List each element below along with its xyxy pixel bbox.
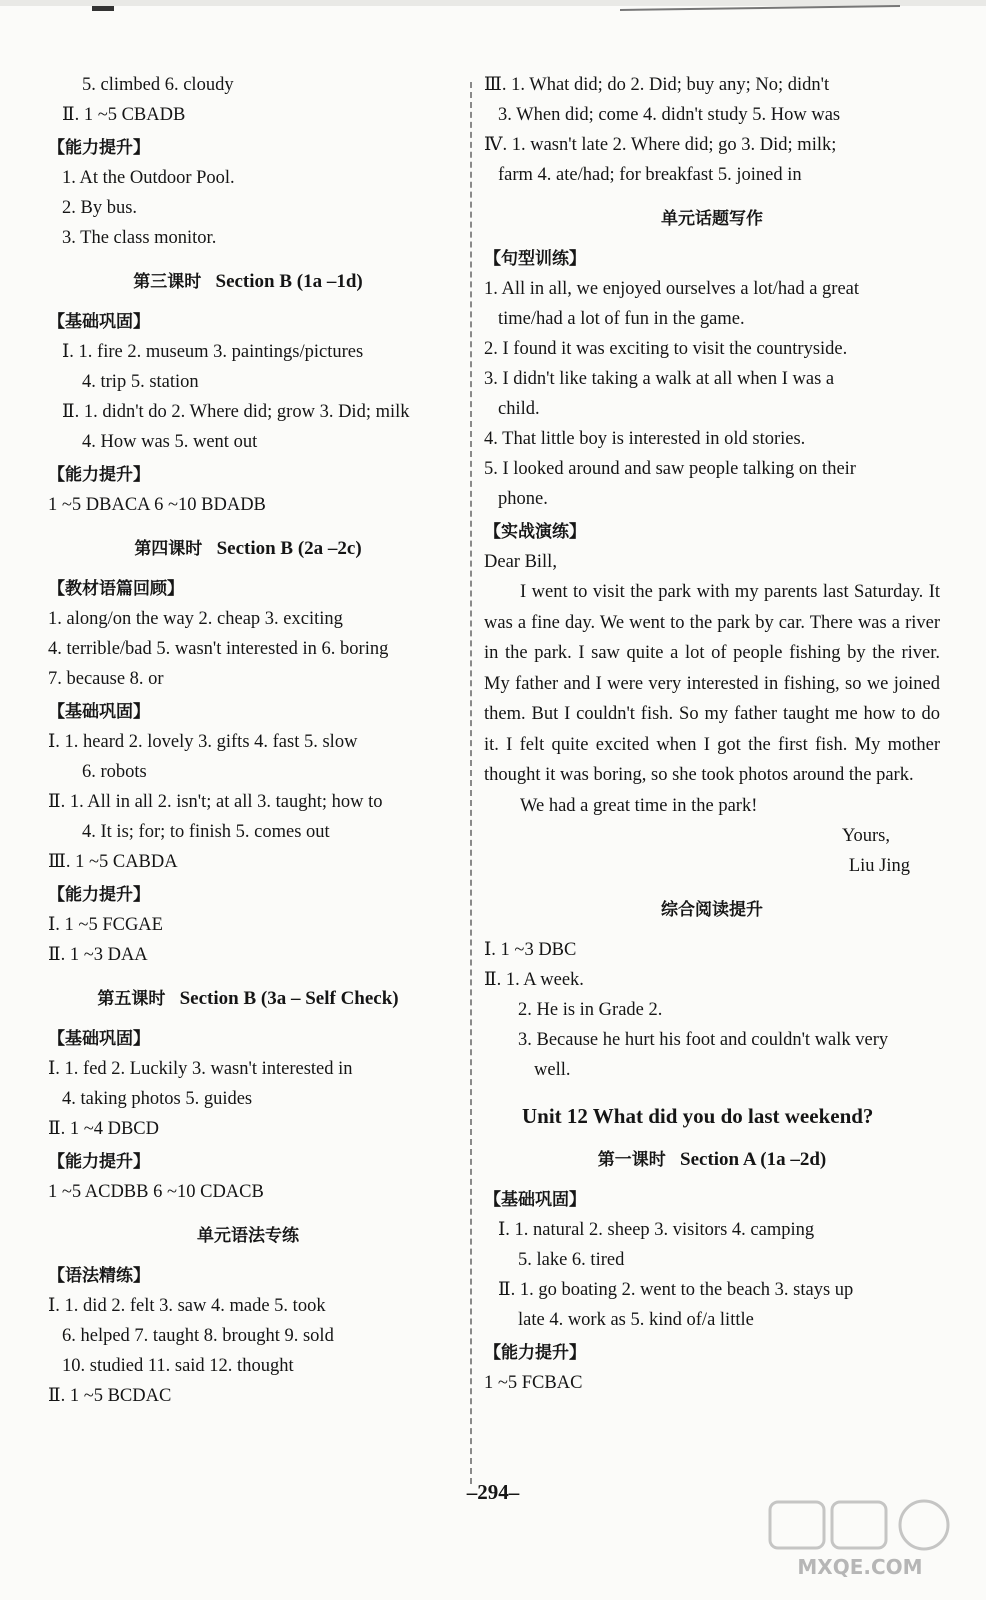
letter-signoff: Yours, (842, 826, 890, 846)
section-tag: 【能力提升】 (48, 1152, 150, 1172)
section-tag: 【基础巩固】 (48, 1029, 150, 1049)
answer-line: 6. robots (82, 762, 147, 782)
answer-line: child. (498, 399, 540, 419)
lesson-heading (48, 267, 448, 297)
answer-line: 6. helped 7. taught 8. brought 9. sold (62, 1326, 334, 1346)
unit-heading: Unit 12 What did you do last weekend? (522, 1104, 874, 1128)
answer-line: 4. That little boy is interested in old stories. (484, 429, 806, 449)
column-divider (470, 82, 472, 1484)
lesson-heading-en: Section B (2a –2c) (216, 538, 362, 559)
section-tag: 【基础巩固】 (484, 1190, 586, 1210)
answer-line: Ⅰ. 1. fed 2. Luckily 3. wasn't interested in (48, 1059, 353, 1079)
answer-line: Ⅱ. 1. A week. (484, 970, 584, 990)
answer-line: 1. along/on the way 2. cheap 3. exciting (48, 609, 343, 629)
answer-line: 2. I found it was exciting to visit the countryside. (484, 339, 848, 359)
section-tag: 【能力提升】 (48, 885, 150, 905)
answer-line: 5. lake 6. tired (518, 1250, 625, 1270)
answer-line: 4. It is; for; to finish 5. comes out (82, 822, 330, 842)
answer-line: 7. because 8. or (48, 669, 164, 689)
section-tag: 【能力提升】 (48, 138, 150, 158)
lesson-heading-en: Section B (3a – Self Check) (179, 988, 399, 1009)
section-heading: 综合阅读提升 (661, 900, 763, 920)
lesson-heading-cn: 第四课时 (134, 539, 203, 559)
watermark-logo (760, 1496, 960, 1582)
section-tag: 【教材语篇回顾】 (48, 579, 184, 599)
answer-line: 10. studied 11. said 12. thought (62, 1356, 294, 1376)
answer-line: 4. trip 5. station (82, 372, 199, 392)
lesson-heading-en: Section B (1a –1d) (215, 271, 363, 292)
answer-line: 1. All in all, we enjoyed ourselves a lot/had a great (484, 279, 860, 299)
answer-line: Ⅱ. 1. All in all 2. isn't; at all 3. taught; how to (48, 792, 383, 812)
answer-line: 3. I didn't like taking a walk at all when I was a (484, 369, 835, 389)
answer-line: 1 ~5 ACDBB 6 ~10 CDACB (48, 1182, 264, 1202)
answer-line: 2. By bus. (62, 198, 138, 218)
section-tag: 【实战演练】 (484, 522, 586, 542)
answer-line: 5. I looked around and saw people talking on their (484, 459, 856, 479)
answer-line: 3. When did; come 4. didn't study 5. How was (498, 105, 841, 125)
answer-line: Ⅰ. 1. heard 2. lovely 3. gifts 4. fast 5. slow (48, 732, 358, 752)
lesson-heading-cn: 第三课时 (133, 272, 202, 292)
letter-body: I went to visit the park with my parents last Saturday. It was a fine day. We went to the park by car. There was a river in the park. I saw quite a lot of people fishing by the river. My father and I were very interested in fishing, so we joined them. But I couldn't fish. So my father taught me how to do it. I felt quite excited when I got the first fish. My mother thought it was boring, so she took photos around the park. (484, 582, 940, 785)
answer-line: well. (534, 1060, 571, 1080)
answer-line: farm 4. ate/had; for breakfast 5. joined in (498, 165, 802, 185)
answer-line: 4. terrible/bad 5. wasn't interested in 6. boring (48, 639, 389, 659)
answer-line: 1 ~5 FCBAC (484, 1373, 583, 1393)
answer-line: 1. At the Outdoor Pool. (62, 168, 235, 188)
answer-line: 4. taking photos 5. guides (62, 1089, 253, 1109)
answer-line: Ⅳ. 1. wasn't late 2. Where did; go 3. Did; milk; (484, 135, 837, 155)
answer-line: Ⅰ. 1. natural 2. sheep 3. visitors 4. camping (498, 1220, 815, 1240)
letter-signature: Liu Jing (848, 856, 910, 876)
answer-line: Ⅱ. 1 ~4 DBCD (48, 1119, 159, 1139)
letter-greeting: Dear Bill, (484, 552, 557, 572)
top-scan-edge (0, 0, 986, 18)
answer-line: Ⅲ. 1 ~5 CABDA (48, 852, 178, 872)
section-tag: 【基础巩固】 (48, 702, 150, 722)
lesson-heading-cn: 第五课时 (97, 989, 166, 1009)
answer-line: phone. (498, 489, 548, 509)
left-column (48, 70, 448, 1411)
letter-closing-line: We had a great time in the park! (520, 795, 758, 816)
answer-line: Ⅱ. 1. didn't do 2. Where did; grow 3. Did; milk (62, 402, 410, 422)
answer-line: 2. He is in Grade 2. (518, 1000, 663, 1020)
section-tag: 【语法精练】 (48, 1266, 150, 1286)
section-tag: 【句型训练】 (484, 249, 586, 269)
lesson-heading (48, 984, 448, 1014)
lesson-heading (48, 534, 448, 564)
answer-line: late 4. work as 5. kind of/a little (518, 1310, 754, 1330)
answer-line: Ⅱ. 1 ~5 BCDAC (48, 1386, 172, 1406)
section-tag: 【能力提升】 (484, 1343, 586, 1363)
section-tag: 【能力提升】 (48, 465, 150, 485)
watermark-text: MXQE.COM (797, 1555, 923, 1579)
answer-line: 3. Because he hurt his foot and couldn't walk very (518, 1030, 889, 1050)
answer-line: Ⅰ. 1. did 2. felt 3. saw 4. made 5. took (48, 1296, 326, 1316)
answer-line: 1 ~5 DBACA 6 ~10 BDADB (48, 495, 266, 515)
page-number: –294– (466, 1480, 520, 1504)
lesson-heading-cn: 第一课时 (597, 1150, 666, 1170)
answer-line: Ⅰ. 1 ~3 DBC (484, 940, 577, 960)
section-tag: 【基础巩固】 (48, 312, 150, 332)
answer-line: Ⅱ. 1 ~5 CBADB (62, 105, 186, 125)
answer-line: 5. climbed 6. cloudy (82, 75, 234, 95)
answer-line: Ⅱ. 1. go boating 2. went to the beach 3. stays up (498, 1280, 854, 1300)
answer-line: time/had a lot of fun in the game. (498, 309, 745, 329)
lesson-heading-en: Section A (1a –2d) (680, 1149, 827, 1170)
section-heading: 单元话题写作 (661, 209, 763, 229)
answer-line: Ⅰ. 1 ~5 FCGAE (48, 915, 163, 935)
answer-line: Ⅱ. 1 ~3 DAA (48, 945, 148, 965)
right-column (484, 70, 940, 1398)
answer-line: Ⅲ. 1. What did; do 2. Did; buy any; No; didn't (484, 75, 830, 95)
section-heading: 单元语法专练 (197, 1226, 299, 1246)
answer-line: 4. How was 5. went out (82, 432, 258, 452)
answer-line: 3. The class monitor. (62, 228, 217, 248)
answer-line: Ⅰ. 1. fire 2. museum 3. paintings/pictures (62, 342, 364, 362)
lesson-heading (484, 1145, 940, 1175)
